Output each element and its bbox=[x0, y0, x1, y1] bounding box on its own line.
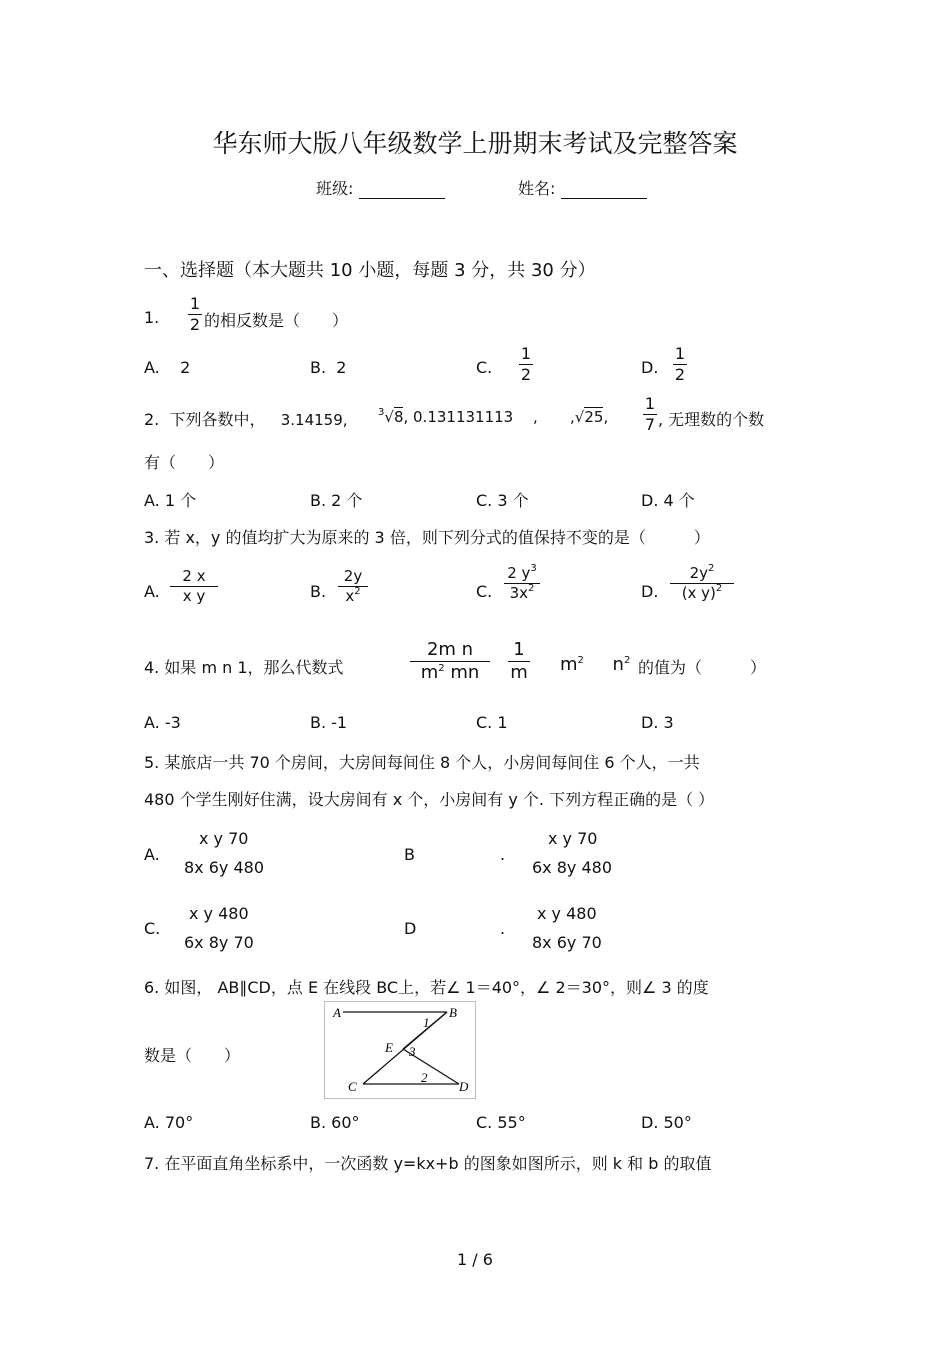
q4-option-b[interactable]: B. -1 bbox=[310, 713, 348, 732]
q7-line1: 7. 在平面直角坐标系中，一次函数 y=kx+b 的图象如图所示，则 k 和 b 的取值 bbox=[144, 1154, 712, 1173]
label-angle-3: 3 bbox=[409, 1044, 416, 1059]
label-e: E bbox=[385, 1040, 393, 1055]
q5-option-c-eq1: x y 480 bbox=[189, 904, 249, 923]
q1-number: 1. bbox=[144, 308, 160, 327]
q1-fraction bbox=[188, 296, 202, 333]
class-label: 班级: bbox=[316, 179, 354, 198]
q2-sqrt: ,√25, bbox=[570, 408, 609, 426]
q6-figure-svg bbox=[325, 1002, 475, 1098]
document-title: 华东师大版八年级数学上册期末考试及完整答案 bbox=[212, 129, 738, 158]
q1-option-d[interactable]: D. bbox=[641, 358, 659, 377]
q6-option-a[interactable]: A. 70° bbox=[144, 1113, 194, 1132]
q1-option-a[interactable]: A. 2 bbox=[144, 358, 191, 377]
q3-option-b-fraction: 2y $x^2$ bbox=[338, 569, 368, 604]
q6-option-d[interactable]: D. 50° bbox=[641, 1113, 692, 1132]
q2-tail: , 无理数的个数 bbox=[658, 410, 765, 429]
q4-tail: 的值为（ ） bbox=[638, 658, 767, 677]
q2-option-b[interactable]: B. 2 个 bbox=[310, 491, 363, 510]
label-d: D bbox=[459, 1079, 469, 1094]
q3-option-b[interactable]: B. bbox=[310, 582, 327, 601]
q4-terms: $m^2$ $n^2$ bbox=[560, 654, 631, 675]
q5-option-d-dot: . bbox=[500, 919, 506, 938]
q5-option-b-eq1: x y 70 bbox=[548, 829, 598, 848]
page-number: 1 / 6 bbox=[457, 1250, 493, 1269]
q5-option-b[interactable]: B bbox=[404, 845, 415, 864]
q4-option-d[interactable]: D. 3 bbox=[641, 713, 674, 732]
name-blank bbox=[561, 182, 647, 199]
class-blank bbox=[359, 182, 445, 199]
q5-option-d[interactable]: D bbox=[404, 919, 417, 938]
q3-option-c-fraction: 2 $y^3$ $3x^2$ bbox=[504, 566, 540, 601]
q6-option-c[interactable]: C. 55° bbox=[476, 1113, 526, 1132]
label-b: B bbox=[449, 1005, 457, 1020]
label-angle-1: 1 bbox=[423, 1015, 430, 1030]
q2-sep1: , bbox=[533, 408, 538, 426]
q6-line1: 6. 如图， AB∥CD，点 E 在线段 BC上，若∠ 1＝40°，∠ 2＝30°，则∠ 3 的度 bbox=[144, 978, 709, 997]
q5-option-c[interactable]: C. bbox=[144, 919, 161, 938]
q1-frac-den: 2 bbox=[189, 315, 201, 334]
q1-option-b[interactable]: B. 2 bbox=[310, 358, 347, 377]
q3-stem: 3. 若 x，y 的值均扩大为原来的 3 倍，则下列分式的值保持不变的是（ ） bbox=[144, 528, 710, 547]
q1-option-c-fraction: 1 2 bbox=[520, 344, 532, 384]
q5-line1: 5. 某旅店一共 70 个房间，大房间每间住 8 个人，小房间每间住 6 个人，一共 bbox=[144, 753, 700, 772]
q4-option-a[interactable]: A. -3 bbox=[144, 713, 181, 732]
q5-option-d-eq2: 8x 6y 70 bbox=[532, 933, 602, 952]
q5-option-d-eq1: x y 480 bbox=[537, 904, 597, 923]
q1-option-d-fraction: 1 2 bbox=[674, 344, 686, 384]
q5-line2: 480 个学生刚好住满，设大房间有 x 个，小房间有 y 个. 下列方程正确的是（ ） bbox=[144, 790, 715, 809]
q6-option-b[interactable]: B. 60° bbox=[310, 1113, 360, 1132]
q3-option-d-fraction: $2y^2$ (x y)$^2$ bbox=[670, 566, 734, 601]
q3-option-a-fraction: 2 x x y bbox=[170, 569, 218, 604]
q3-option-a[interactable]: A. bbox=[144, 582, 160, 601]
q2-fraction: 1 7 bbox=[644, 394, 656, 434]
q2-line1: 2. 下列各数中， 3.14159, bbox=[144, 410, 348, 429]
section-heading: 一、选择题（本大题共 10 小题，每题 3 分，共 30 分） bbox=[144, 260, 596, 281]
q5-option-a-eq1: x y 70 bbox=[199, 829, 249, 848]
label-a: A bbox=[333, 1005, 341, 1020]
q2-line2: 有（ ） bbox=[144, 453, 225, 472]
q6-line2: 数是（ ） bbox=[144, 1046, 241, 1065]
q4-fraction-2: 1 m bbox=[508, 641, 530, 682]
class-field bbox=[316, 176, 445, 199]
label-c: C bbox=[348, 1079, 357, 1094]
q4-option-c[interactable]: C. 1 bbox=[476, 713, 508, 732]
q4-fraction-1: 2m n $m^2$ mn bbox=[410, 641, 490, 682]
q5-option-b-dot: . bbox=[500, 845, 506, 864]
name-field bbox=[518, 176, 647, 199]
q5-option-a[interactable]: A. bbox=[144, 845, 160, 864]
q2-option-c[interactable]: C. 3 个 bbox=[476, 491, 529, 510]
q5-option-a-eq2: 8x 6y 480 bbox=[184, 858, 265, 877]
q5-option-c-eq2: 6x 8y 70 bbox=[184, 933, 254, 952]
q3-option-d[interactable]: D. bbox=[641, 582, 659, 601]
q1-option-c[interactable]: C. bbox=[476, 358, 493, 377]
label-angle-2: 2 bbox=[421, 1070, 428, 1085]
name-label: 姓名: bbox=[518, 179, 556, 198]
q1-stem: 的相反数是（ ） bbox=[204, 311, 349, 330]
q2-option-a[interactable]: A. 1 个 bbox=[144, 491, 197, 510]
q2-cuberoot: $^3$√8, 0.131131113 bbox=[378, 407, 514, 426]
q3-option-c[interactable]: C. bbox=[476, 582, 493, 601]
q5-option-b-eq2: 6x 8y 480 bbox=[532, 858, 613, 877]
q1-frac-num: 1 bbox=[189, 294, 201, 313]
q2-option-d[interactable]: D. 4 个 bbox=[641, 491, 695, 510]
q6-geometry-figure bbox=[324, 1001, 476, 1099]
q4-stem: 4. 如果 m n 1，那么代数式 bbox=[144, 658, 344, 677]
